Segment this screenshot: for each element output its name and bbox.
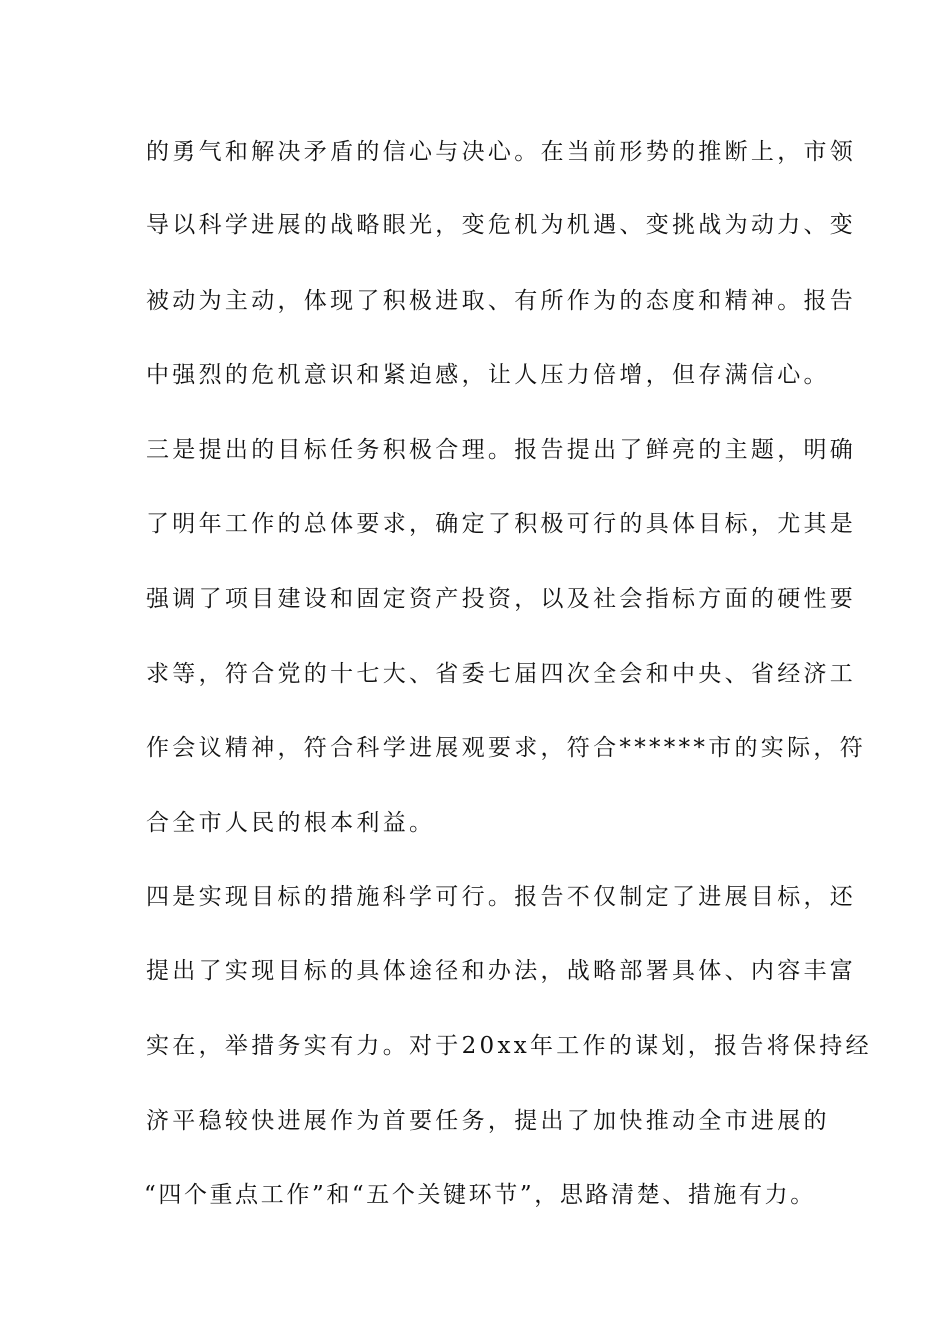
paragraph-start-line: 三是提出的目标任务积极合理。报告提出了鲜亮的主题，明确 — [146, 437, 857, 463]
text-line: 的勇气和解决矛盾的信心与决心。在当前形势的推断上，市领 — [146, 139, 857, 165]
text-line: 实在，举措务实有力。对于20xx年工作的谋划，报告将保持经 — [146, 1033, 872, 1059]
text-line: 导以科学进展的战略眼光，变危机为机遇、变挑战为动力、变 — [146, 212, 857, 238]
text-line: 济平稳较快进展作为首要任务，提出了加快推动全市进展的 — [146, 1108, 830, 1134]
text-line: 提出了实现目标的具体途径和办法，战略部署具体、内容丰富 — [146, 958, 857, 984]
text-line: 强调了项目建设和固定资产投资，以及社会指标方面的硬性要 — [146, 586, 857, 612]
text-line: 作会议精神，符合科学进展观要求，符合******市的实际，符 — [146, 735, 866, 761]
text-line: 求等，符合党的十七大、省委七届四次全会和中央、省经济工 — [146, 661, 857, 687]
text-line: “四个重点工作”和“五个关键环节”，思路清楚、措施有力。 — [144, 1182, 816, 1208]
text-line: 了明年工作的总体要求，确定了积极可行的具体目标，尤其是 — [146, 511, 857, 537]
text-line: 被动为主动，体现了积极进取、有所作为的态度和精神。报告 — [146, 288, 857, 314]
paragraph-start-line: 四是实现目标的措施科学可行。报告不仅制定了进展目标，还 — [146, 884, 857, 910]
text-line: 中强烈的危机意识和紧迫感，让人压力倍增，但存满信心。 — [146, 362, 830, 388]
text-line: 合全市人民的根本利益。 — [146, 810, 436, 836]
